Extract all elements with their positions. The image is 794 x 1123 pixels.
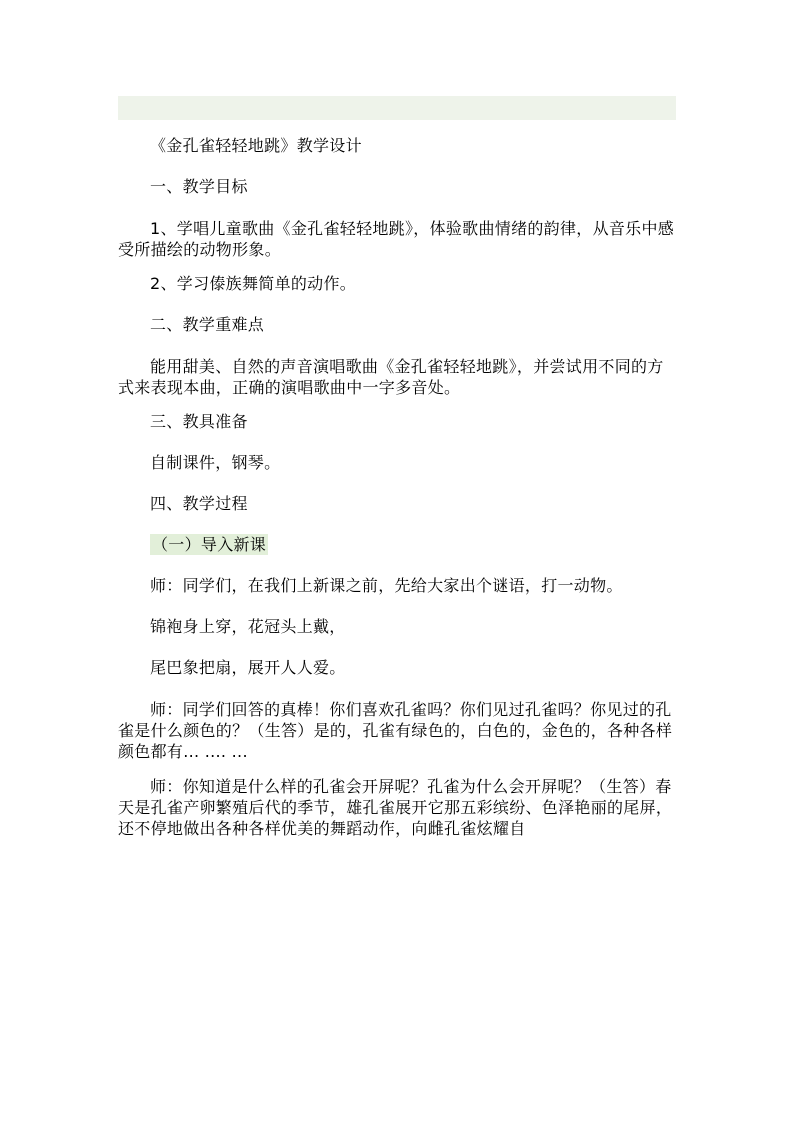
riddle-line-1: 锦袍身上穿，花冠头上戴，: [150, 617, 346, 636]
riddle-line-2: 尾巴象把扇，展开人人爱。: [150, 658, 346, 677]
section-heading-process: 四、教学过程: [150, 494, 248, 513]
teacher-line-3: 师：你知道是什么样的孔雀会开屏呢？孔雀为什么会开屏呢？（生答）春天是孔雀产卵繁殖后代的季节，雄孔雀展开它那五彩缤纷、色泽艳丽的尾屏，还不停地做出各种各样优美的舞蹈动作，向雌孔雀炫耀自: [118, 777, 673, 838]
section-heading-goals: 一、教学目标: [150, 177, 248, 196]
document-body: [118, 136, 676, 853]
section-heading-materials: 三、教具准备: [150, 412, 248, 431]
subsection-intro: [118, 535, 676, 555]
materials-text: 自制课件，钢琴。: [150, 453, 281, 472]
teacher-line-1: 师：同学们，在我们上新课之前，先给大家出个谜语，打一动物。: [150, 576, 623, 595]
key-points-text: 能用甜美、自然的声音演唱歌曲《金孔雀轻轻地跳》，并尝试用不同的方式来表现本曲，正确的演唱歌曲中一字多音处。: [118, 357, 664, 397]
goal-2: 2、学习傣族舞简单的动作。: [150, 274, 357, 293]
document-title: 《金孔雀轻轻地跳》教学设计: [150, 136, 362, 155]
section-heading-key-points: 二、教学重难点: [150, 315, 265, 334]
teacher-line-2: 师：同学们回答的真棒！你们喜欢孔雀吗？你们见过孔雀吗？你见过的孔雀是什么颜色的？（生答）是的，孔雀有绿色的，白色的，金色的，各种各样颜色都有... .... ...: [118, 700, 673, 761]
goal-1: 1、学唱儿童歌曲《金孔雀轻轻地跳》，体验歌曲情绪的韵律，从音乐中感受所描绘的动物形象。: [118, 219, 675, 259]
subsection-intro-label: （一）导入新课: [152, 535, 267, 554]
header-band: [118, 96, 676, 120]
